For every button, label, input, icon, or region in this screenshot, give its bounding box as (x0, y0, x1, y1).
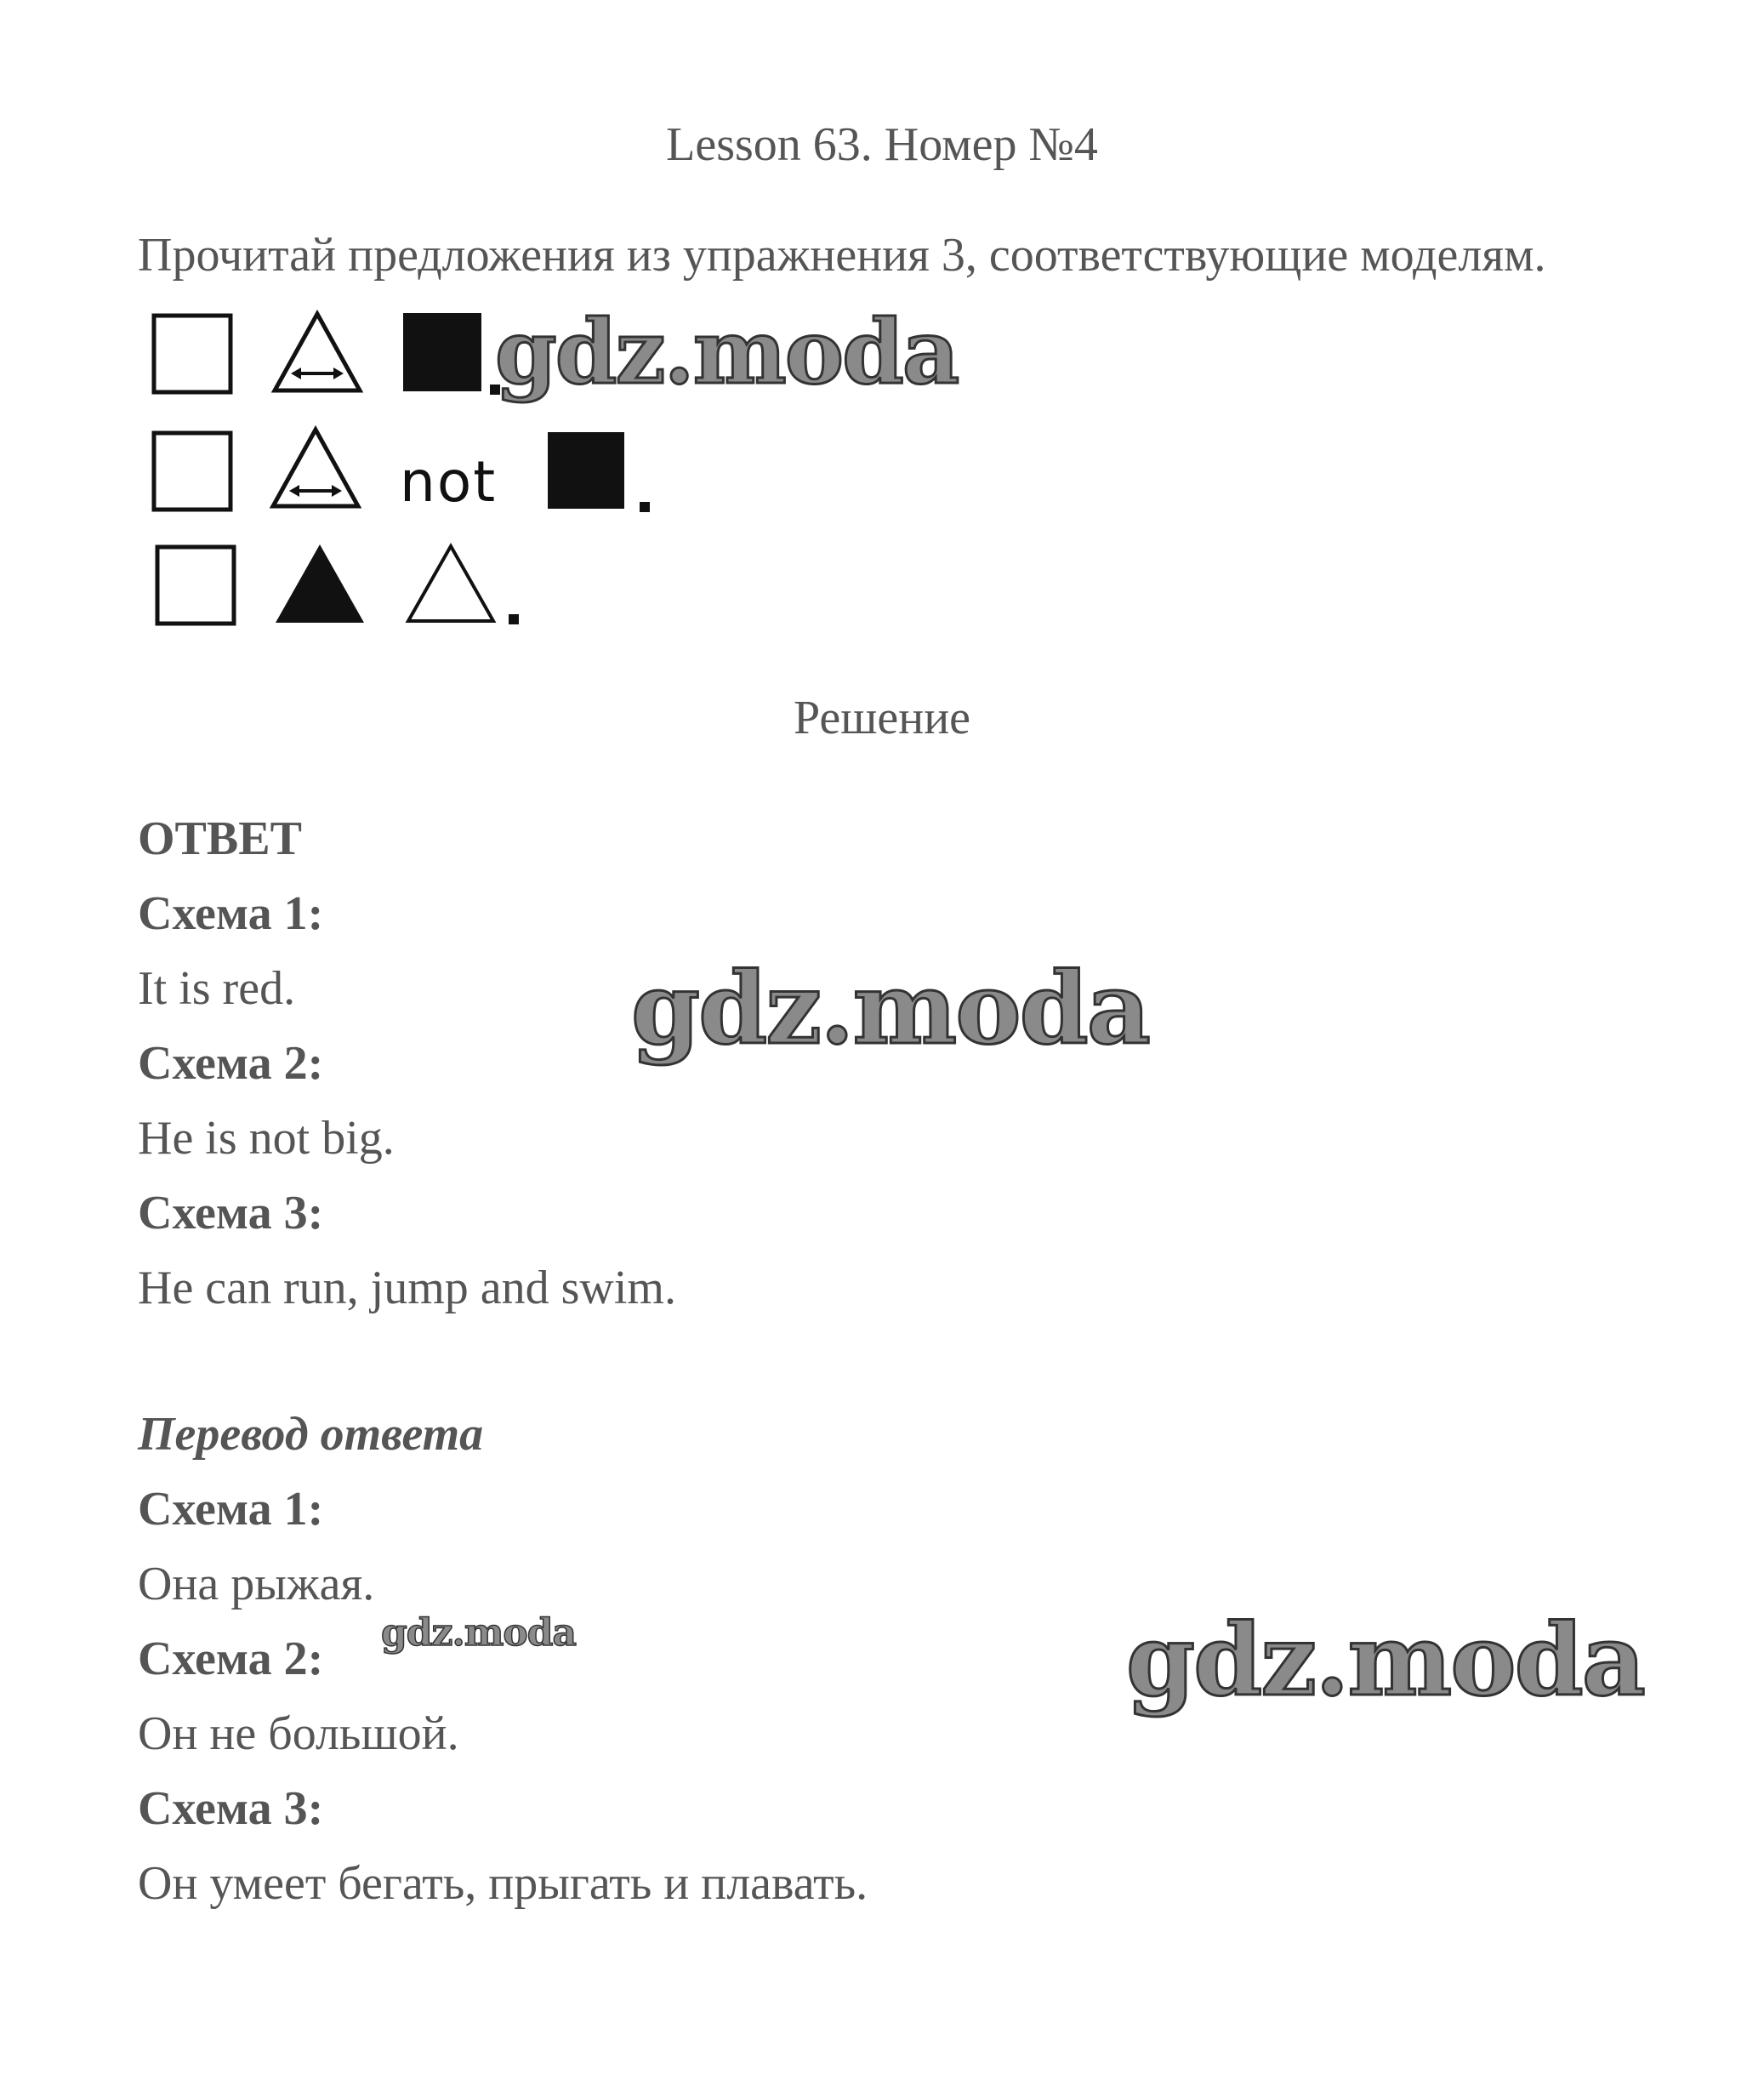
empty-square-icon (151, 430, 233, 512)
watermark: gdz.moda (381, 1611, 577, 1655)
translation-scheme-3-label: Схема 3: (138, 1782, 324, 1835)
filled-square-icon (546, 430, 626, 510)
translation-scheme-2-label: Схема 2: (138, 1632, 324, 1685)
watermark: gdz.moda (1126, 1603, 1644, 1718)
solution-heading: Решение (793, 692, 971, 744)
answer-scheme-2-label: Схема 2: (138, 1037, 324, 1090)
sentence-period (640, 502, 650, 512)
not-word: not (400, 449, 498, 515)
answer-scheme-1-label: Схема 1: (138, 887, 324, 940)
triangle-arrow-icon (269, 425, 362, 510)
translation-scheme-3-text: Он умеет бегать, прыгать и плавать. (138, 1857, 868, 1910)
translation-heading: Перевод ответа (138, 1408, 484, 1461)
answer-scheme-3-text: He can run, jump and swim. (138, 1262, 676, 1314)
page-title: Lesson 63. Номер №4 (666, 118, 1098, 171)
answer-scheme-3-label: Схема 3: (138, 1187, 324, 1239)
instruction-text: Прочитай предложения из упражнения 3, соответствующие моделям. (138, 229, 1546, 282)
filled-square-icon (401, 311, 483, 393)
translation-scheme-1-text: Она рыжая. (138, 1558, 375, 1610)
filled-triangle-icon (272, 541, 367, 626)
empty-square-icon (155, 544, 236, 626)
watermark: gdz.moda (631, 951, 1149, 1067)
sentence-period (509, 614, 519, 624)
answer-heading: ОТВЕТ (138, 812, 302, 865)
translation-scheme-2-text: Он не большой. (138, 1707, 459, 1760)
answer-scheme-2-text: He is not big. (138, 1112, 395, 1165)
empty-triangle-icon (403, 541, 498, 626)
translation-scheme-1-label: Схема 1: (138, 1483, 324, 1536)
triangle-arrow-icon (270, 310, 364, 395)
empty-square-icon (151, 313, 233, 395)
answer-scheme-1-text: It is red. (138, 962, 296, 1015)
watermark: gdz.moda (495, 299, 959, 404)
